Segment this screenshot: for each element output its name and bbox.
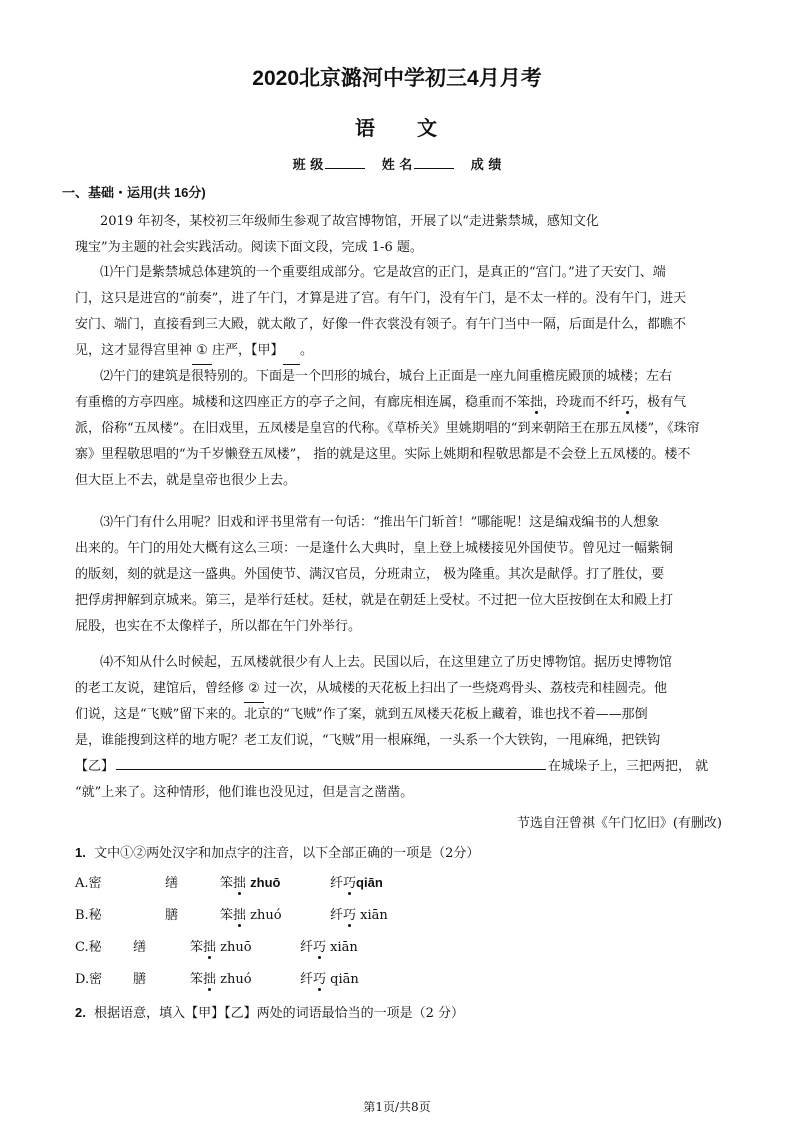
p2-line-2: 有重檐的方亭四座。城楼和这四座正方的亭子之间，有廊庑相连属，稳重而不笨拙，玲珑而不纤巧，极有气 bbox=[75, 395, 687, 410]
question-2-text: 根据语意，填入【甲】【乙】两处的词语最恰当的一项是（2 分） bbox=[94, 1006, 465, 1021]
p2-line-4: 寨》里程敬思唱的“为千岁懒登五凤楼”， 指的就是这里。实际上姚期和程敬思都是不会登上五凤楼的。楼不 bbox=[75, 447, 691, 462]
student-info-line bbox=[0, 154, 794, 173]
passage-source: 节选自汪曾祺《午门忆旧》(有删改) bbox=[516, 816, 722, 831]
blank-yi bbox=[116, 755, 546, 770]
blank-jia bbox=[283, 338, 300, 365]
blank-1: ① bbox=[192, 338, 212, 365]
passage-paragraph-1 bbox=[75, 260, 725, 364]
exam-title: 2020北京潞河中学初三4月月考 bbox=[252, 67, 542, 90]
p3-line-1: ⑶午门有什么用呢？旧戏和评书里常有一句话：“推出午门斩首！”哪能呢！这是编戏编书的人想象 bbox=[100, 515, 660, 530]
p1-line-1: ⑴午门是紫禁城总体建筑的一个重要组成部分。它是故宫的正门，是真正的“宫门。”进了天安门、端 bbox=[100, 265, 666, 280]
question-1 bbox=[75, 842, 479, 861]
p4-line-1: ⑷不知从什么时候起，五凤楼就很少有人上去。民国以后，在这里建立了历史博物馆。据历史博物馆 bbox=[100, 655, 673, 670]
blank-2: ② bbox=[244, 676, 264, 703]
p3-line-4: 把俘虏押解到京城来。第三，是举行廷杖。廷杖，就是在朝廷上受杖。不过把一位大臣按倒在太和殿上打 bbox=[75, 593, 674, 608]
subject-title: 语文 bbox=[355, 116, 479, 140]
section-heading: 一、基础・运用(共 16分) bbox=[62, 185, 206, 200]
page-footer: 第1页/共8页 bbox=[363, 1100, 431, 1114]
p3-line-5: 屁股，也实在不太像样子，所以都在午门外举行。 bbox=[75, 619, 362, 634]
class-label: 班 级 bbox=[292, 158, 324, 173]
p4-line-4: 是，谁能搜到这样的地方呢？老工友们说，“飞贼”用一根麻绳，一头系一个大铁钩，一甩麻绳，把铁钩 bbox=[75, 733, 661, 748]
p3-line-3: 的版刻，刻的就是这一盛典。外国使节、满汉官员，分班肃立， 极为隆重。其次是献俘。打了胜仗，要 bbox=[75, 567, 665, 582]
question-1-number: 1. bbox=[75, 845, 86, 860]
exam-page: 2020北京潞河中学初三4月月考 语文 班 级 姓 名 成 绩 一、基础・运用(共 16分) 2019 年初冬，某校初三年级师生参观了故宫博物馆，开展了以“走进紫禁城，感知文化 瑰宝”为主题的社会实践活动。阅读下面文段，完成 1-6 题。 ⑴午门是紫禁城总体建筑的一个重要组成部分。它是故宫的正门，是真正的“宫门。”进了天安门、端 门，这只是进宫的“前奏”，进了午门，才算是进了宫。有午门，没有午门，是不太一样的。没有午门，进天 安门、端门，直接看到三大殿，就太敞了，好像一件衣裳没有领子。有午门当中一隔，后面是什么，都瞧不 见，这才显得宫里神 ① 庄严，【甲】 。 ⑵午门的建筑是很特别的。下面是一个凹形的城台，城台上正面是一座九间重檐庑殿顶的城楼；左右 有重檐的方亭四座。城楼和这四座正方的亭子之间，有廊庑相连属，稳重而不笨拙，玲珑而不纤巧，极有气 派，俗称“五凤楼”。在旧戏里，五凤楼是皇宫的代称。《草桥关》里姚期唱的“到来朝陪王在那五凤楼”，《珠帘 寨》里程敬思唱的“为千岁懒登五凤楼”， 指的就是这里。实际上姚期和程敬思都是不会登上五凤楼的。楼不 但大臣上不去，就是皇帝也很少上去。 ⑶午门有什么用呢？旧戏和评书里常有一句话：“推出午门斩首！”哪能呢！这是编戏编书的人想象 出来的。午门的用处大概有这么三项：一是逢什么大典时，皇上登上城楼接见外国使节。曾见过一幅紫铜 的版刻，刻的就是这一盛典。外国使节、满汉官员，分班肃立， 极为隆重。其次是献俘。打了胜仗，要 把俘虏押解到京城来。第三，是举行廷杖。廷杖，就是在朝廷上受杖。不过把一位大臣按倒在太和殿上打 屁股，也实在不太像样子，所以都在午门外举行。 ⑷不知从什么时候起，五凤楼就很少有人上去。民国以后，在这里建立了历史博物馆。据历史博物馆 的老工友说，建馆后，曾经修 ② 过一次，从城楼的天花板上扫出了一些烧鸡骨头、荔枝壳和桂圆壳。他 们说，这是“飞贼”留下来的。北京的“飞贼”作了案，就到五凤楼天花板上藏着，谁也找不着——那倒 是，谁能搜到这样的地方呢？老工友们说，“飞贼”用一根麻绳，一头系一个大铁钩，一甩麻绳，把铁钩 【乙】 在城垛子上，三把两把， 就 “就”上来了。这种情形，他们谁也没见过，但是言之凿凿。 节选自汪曾祺《午门忆旧》(有删改) 1. 文中①②两处汉字和加点字的注音，以下全部正确的一项是（2分） A.密 缮 笨拙 zhuō 纤巧qiān B.秘 膳 笨拙 zhuó 纤巧 xiān C.秘 缮 笨拙 zhuō 纤巧 xiān D.密 膳 笨拙 zhuó 纤巧 qiān 2. 根据语意，填入【甲】【乙】两处的词语最恰当的一项是（2 分） 第1页/共8页 bbox=[0, 0, 794, 1122]
p1-line-4: 见，这才显得宫里神 ① 庄严，【甲】 。 bbox=[75, 338, 725, 364]
p4-line-2: 的老工友说，建馆后，曾经修 ② 过一次，从城楼的天花板上扫出了一些烧鸡骨头、荔枝壳和桂圆壳。他 bbox=[75, 676, 725, 702]
p2-line-3: 派，俗称“五凤楼”。在旧戏里，五凤楼是皇宫的代称。《草桥关》里姚期唱的“到来朝陪王在那五凤楼”，《珠帘 bbox=[75, 421, 700, 436]
name-blank bbox=[414, 156, 454, 169]
p4-line-3: 们说，这是“飞贼”留下来的。北京的“飞贼”作了案，就到五凤楼天花板上藏着，谁也找不着——那倒 bbox=[75, 707, 648, 722]
class-blank bbox=[325, 156, 365, 169]
name-label: 姓 名 bbox=[381, 158, 413, 173]
question-2-number: 2. bbox=[75, 1005, 86, 1020]
question-2 bbox=[75, 1002, 464, 1021]
p1-line-3: 安门、端门，直接看到三大殿，就太敞了，好像一件衣裳没有领子。有午门当中一隔，后面是什么，都瞧不 bbox=[75, 317, 687, 332]
passage-paragraph-3 bbox=[75, 510, 725, 640]
dotted-char-zhuo: 拙 bbox=[530, 395, 544, 410]
p2-line-5: 但大臣上不去，就是皇帝也很少上去。 bbox=[75, 473, 297, 488]
dotted-char-qiao: 巧 bbox=[621, 395, 635, 410]
intro-line-2: 瑰宝”为主题的社会实践活动。阅读下面文段，完成 1-6 题。 bbox=[75, 240, 423, 255]
p1-line-2: 门，这只是进宫的“前奏”，进了午门，才算是进了宫。有午门，没有午门，是不太一样的。没有午门，进天 bbox=[75, 291, 687, 306]
p2-line-1: ⑵午门的建筑是很特别的。下面是一个凹形的城台，城台上正面是一座九间重檐庑殿顶的城楼；左右 bbox=[100, 369, 673, 384]
passage-paragraph-2 bbox=[75, 364, 725, 494]
p4-line-6: “就”上来了。这种情形，他们谁也没见过，但是言之凿凿。 bbox=[75, 785, 414, 800]
intro-line-1: 2019 年初冬，某校初三年级师生参观了故宫博物馆，开展了以“走进紫禁城，感知文化 bbox=[100, 214, 599, 229]
p3-line-2: 出来的。午门的用处大概有这么三项：一是逢什么大典时，皇上登上城楼接见外国使节。曾见过一幅紫铜 bbox=[75, 541, 674, 556]
passage-paragraph-4 bbox=[75, 650, 725, 806]
score-label: 成 绩 bbox=[470, 158, 502, 173]
question-1-text: 文中①②两处汉字和加点字的注音，以下全部正确的一项是（2分） bbox=[94, 846, 480, 861]
p4-line-5: 【乙】 在城垛子上，三把两把， 就 bbox=[75, 754, 725, 780]
